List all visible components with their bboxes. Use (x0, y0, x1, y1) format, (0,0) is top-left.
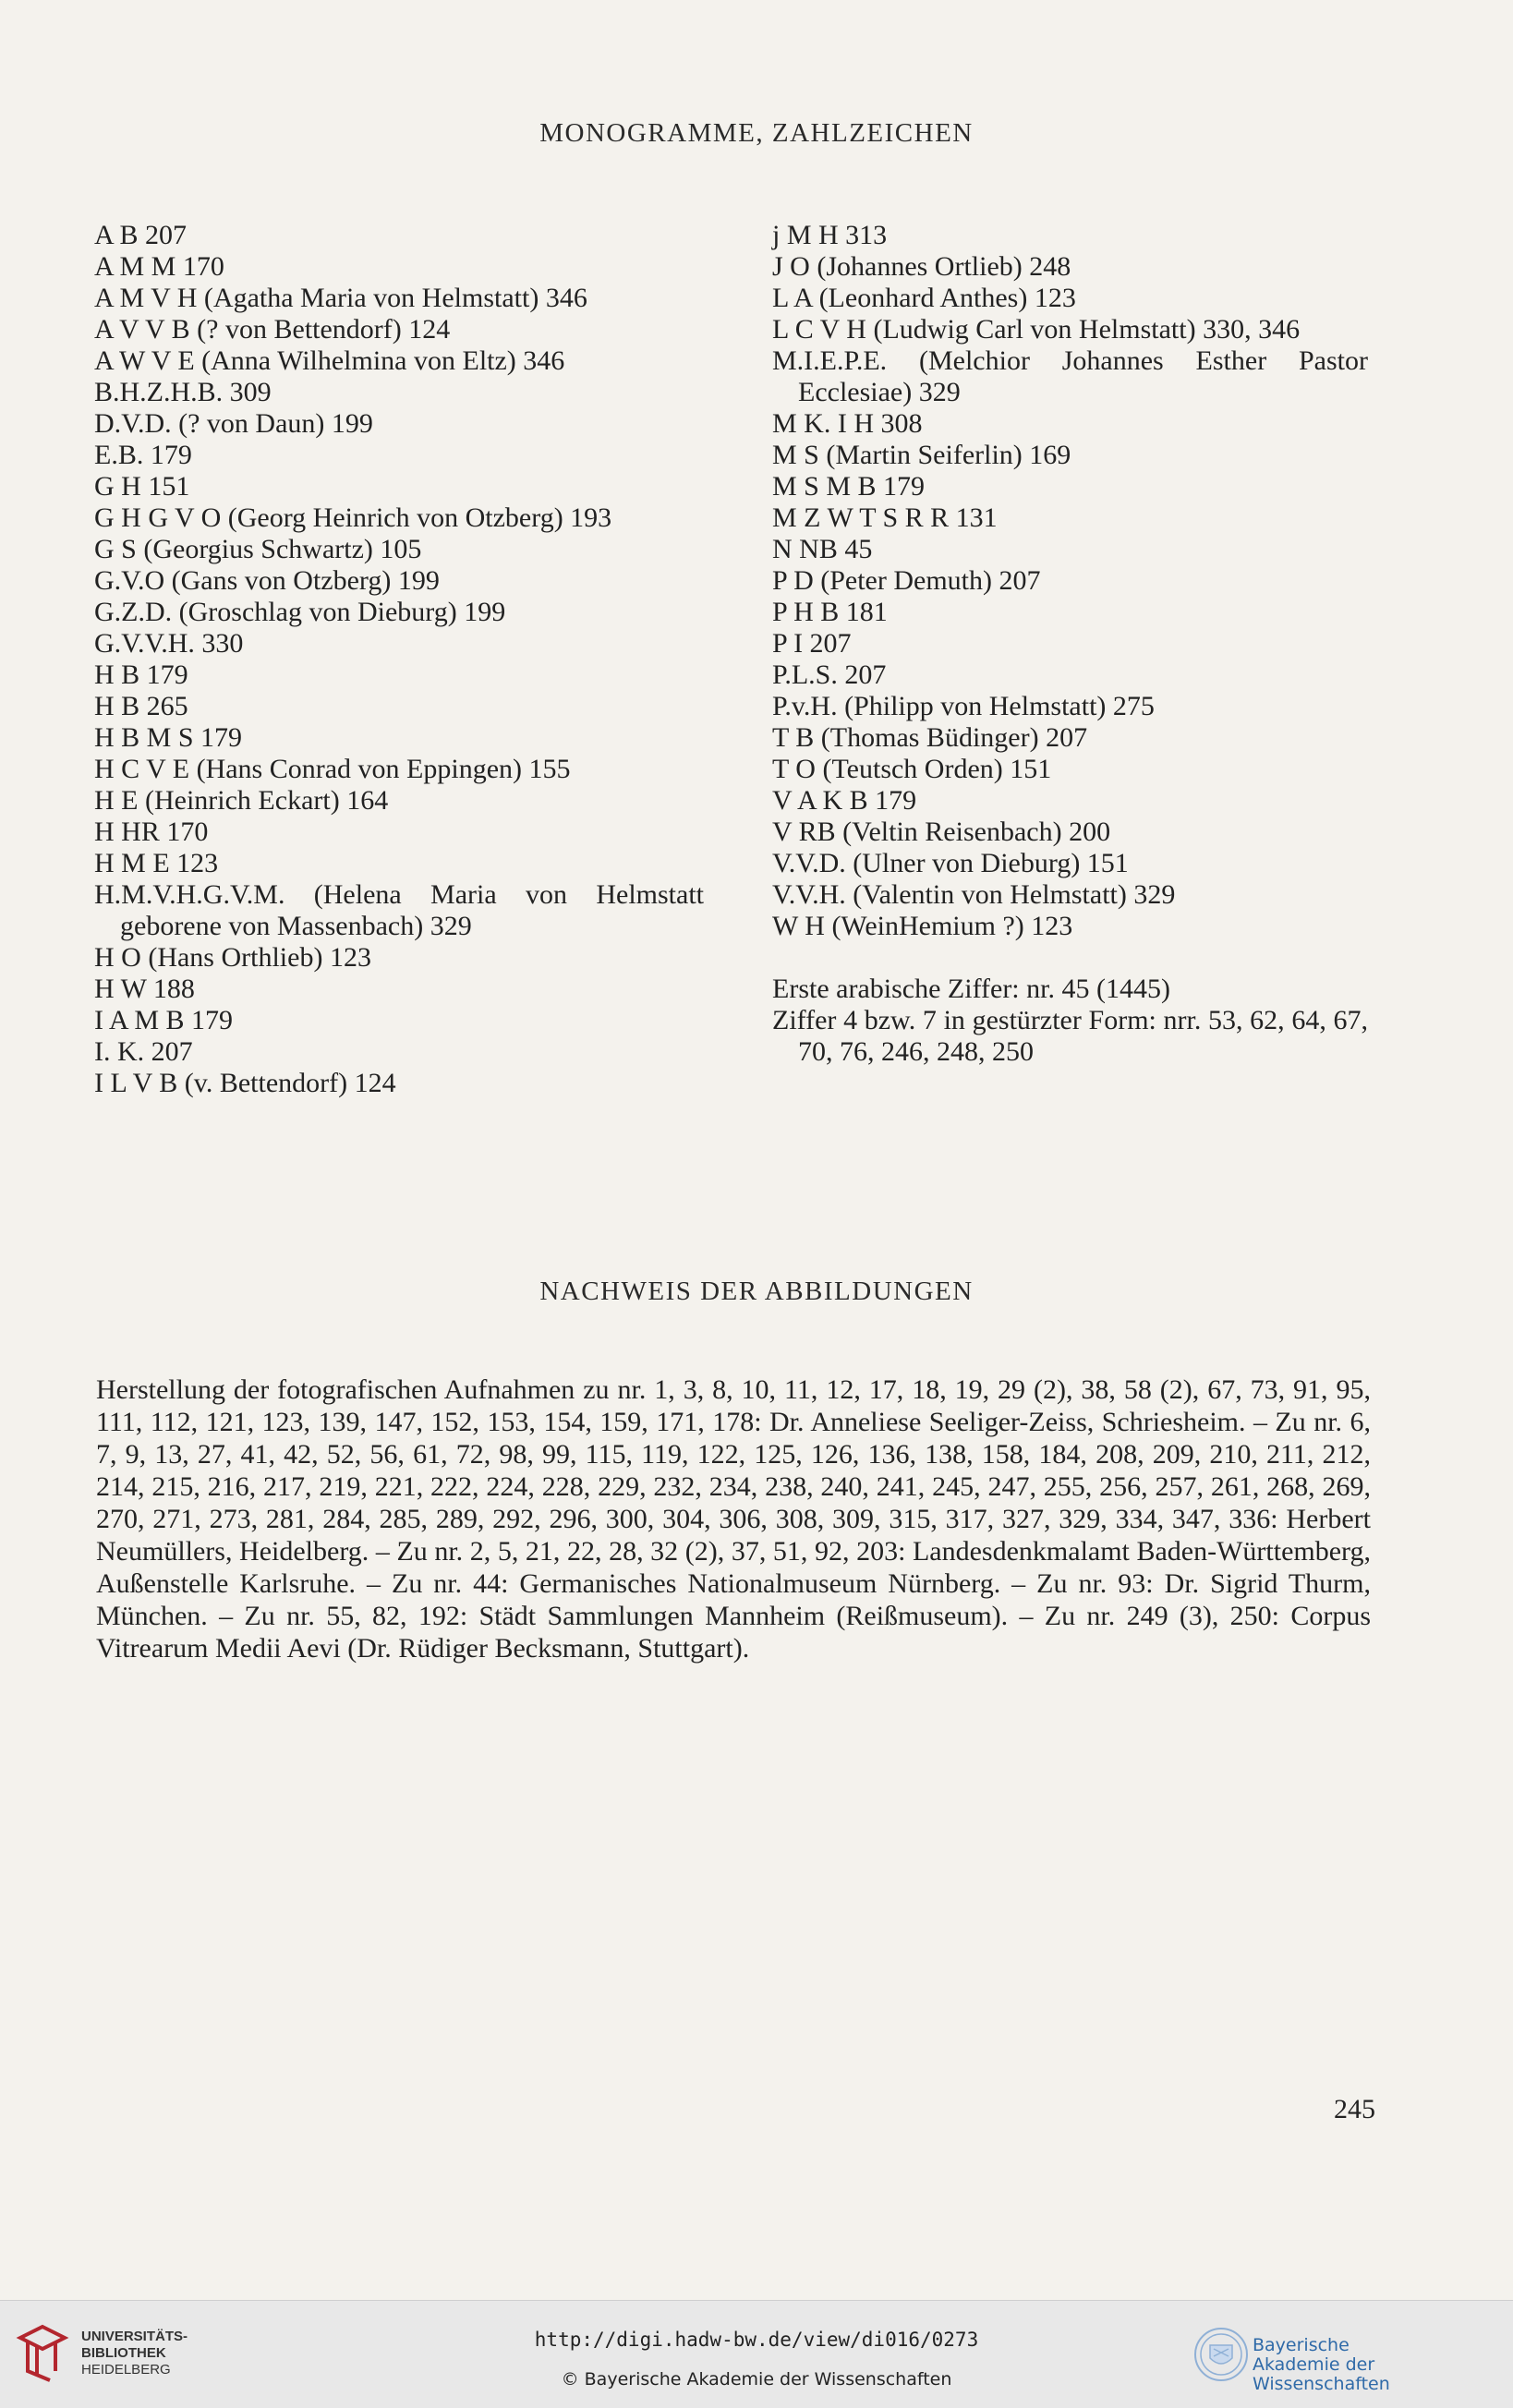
monogram-entry: V RB (Veltin Reisenbach) 200 (772, 817, 1111, 847)
monogram-list-left (94, 220, 704, 1099)
academy-logo[interactable] (1192, 2325, 1506, 2394)
monogram-entry: W H (WeinHemium ?) 123 (772, 911, 1073, 941)
ziffer-note: Erste arabische Ziffer: nr. 45 (1445) (772, 974, 1170, 1004)
monogram-entry: T O (Teutsch Orden) 151 (772, 754, 1052, 784)
ziffer-note: Ziffer 4 bzw. 7 in gestürzter Form: nrr. 53, 62, 64, 67, 70, 76, 246, 248, 250 (772, 1005, 1368, 1067)
viewer-footer (0, 2300, 1513, 2408)
permalink-url[interactable]: http://digi.hadw-bw.de/view/di016/0273 (534, 2329, 979, 2351)
monogram-entry: H M E 123 (94, 848, 219, 878)
monogram-entry: A B 207 (94, 220, 188, 250)
monogram-entry: I. K. 207 (94, 1036, 193, 1067)
monogram-entry: A M V H (Agatha Maria von Helmstatt) 346 (94, 283, 587, 313)
monogram-entry: V.V.D. (Ulner von Dieburg) 151 (772, 848, 1129, 878)
monogram-entry: E.B. 179 (94, 440, 192, 470)
monogram-entry: G.V.V.H. 330 (94, 628, 244, 659)
monogram-entry: P I 207 (772, 628, 852, 659)
copyright-notice: © Bayerische Akademie der Wissenschaften (561, 2369, 952, 2390)
monogram-entry: M K. I H 308 (772, 408, 923, 439)
monogram-entry: H HR 170 (94, 817, 209, 847)
monogram-entry: V.V.H. (Valentin von Helmstatt) 329 (772, 879, 1176, 910)
monogram-entry: M Z W T S R R 131 (772, 502, 998, 533)
monogram-entry: N NB 45 (772, 534, 873, 564)
monogram-entry: H C V E (Hans Conrad von Eppingen) 155 (94, 754, 571, 784)
library-name-line: HEIDELBERG (81, 2362, 171, 2378)
monogram-entry: I L V B (v. Bettendorf) 124 (94, 1068, 396, 1098)
academy-name-line: Bayerische (1253, 2335, 1350, 2355)
monogram-entry: H B 179 (94, 659, 188, 690)
monogram-entry: H O (Hans Orthlieb) 123 (94, 942, 371, 973)
monogram-entry: H E (Heinrich Eckart) 164 (94, 785, 389, 816)
academy-name-line: Akademie der Wissenschaften (1253, 2354, 1390, 2394)
monogram-entry: P D (Peter Demuth) 207 (772, 565, 1041, 596)
monogram-entry: H B 265 (94, 691, 188, 721)
monogram-entry: P H B 181 (772, 597, 888, 627)
monogram-entry: H W 188 (94, 974, 195, 1004)
monogram-entry: L C V H (Ludwig Carl von Helmstatt) 330, 346 (772, 314, 1301, 345)
page-number: 245 (1334, 2094, 1375, 2124)
nachweis-paragraph: Herstellung der fotografischen Aufnahmen zu nr. 1, 3, 8, 10, 11, 12, 17, 18, 19, 29 (2), 38, 58 (2), 67, 73, 91, 95, 111, 112, 121, 123, 139, 147, 152, 153, 154, 159, 171, 178: Dr. Anneliese Seeliger-Zeiss, Schriesheim. – Zu nr. 6, 7, 9, 13, 27, 41, 42, 52, 56, 61, 72, 98, 99, 115, 119, 122, 125, 126, 136, 138, 158, 184, 208, 209, 210, 211, 212, 214, 215, 216, 217, 219, 221, 222, 224, 228, 229, 232, 234, 238, 240, 241, 245, 247, 255, 256, 257, 261, 268, 269, 270, 271, 273, 281, 284, 285, 289, 292, 296, 300, 304, 306, 308, 309, 315, 317, 327, 329, 334, 347, 336: Herbert Neumüllers, Heidelberg. – Zu nr. 2, 5, 21, 22, 28, 32 (2), 37, 51, 92, 203: Landesdenkmalamt Baden-Württemberg, Außenstelle Karlsruhe. – Zu nr. 44: Germanisches Nationalmuseum Nürnberg. – Zu nr. 93: Dr. Sigrid Thurm, München. – Zu nr. 55, 82, 192: Städt Sammlungen Mannheim (Reißmuseum). – Zu nr. 249 (3), 250: Corpus Vitrearum Medii Aevi (Dr. Rüdiger Becksmann, Stuttgart). (96, 1374, 1371, 1664)
heading-nachweis: NACHWEIS DER ABBILDUNGEN (539, 1277, 974, 1306)
library-name-line: BIBLIOTHEK (81, 2345, 166, 2361)
monogram-entry: M S (Martin Seiferlin) 169 (772, 440, 1071, 470)
monogram-entry: A W V E (Anna Wilhelmina von Eltz) 346 (94, 345, 565, 376)
monogram-entry: V A K B 179 (772, 785, 917, 816)
monogram-entry: J O (Johannes Ortlieb) 248 (772, 251, 1071, 282)
monogram-list-right (772, 220, 1368, 1068)
monogram-entry: D.V.D. (? von Daun) 199 (94, 408, 373, 439)
library-name-line: UNIVERSITÄTS- (81, 2329, 188, 2344)
monogram-entry: H B M S 179 (94, 722, 243, 753)
monogram-entry: A V V B (? von Bettendorf) 124 (94, 314, 451, 345)
academy-seal-icon (1192, 2325, 1251, 2384)
monogram-entry: P.L.S. 207 (772, 659, 887, 690)
monogram-entry: P.v.H. (Philipp von Helmstatt) 275 (772, 691, 1155, 721)
academy-name (1253, 2336, 1506, 2394)
monogram-entry: M S M B 179 (772, 471, 926, 502)
heading-monogramme: MONOGRAMME, ZAHLZEICHEN (539, 118, 974, 148)
monogram-entry: T B (Thomas Büdinger) 207 (772, 722, 1088, 753)
monogram-entry: G.V.O (Gans von Otzberg) 199 (94, 565, 440, 596)
monogram-entry: L A (Leonhard Anthes) 123 (772, 283, 1076, 313)
monogram-entry: B.H.Z.H.B. 309 (94, 377, 272, 407)
monogram-entry: G.Z.D. (Groschlag von Dieburg) 199 (94, 597, 506, 627)
monogram-entry: j M H 313 (772, 220, 888, 250)
monogram-entry: G S (Georgius Schwartz) 105 (94, 534, 422, 564)
monogram-entry: A M M 170 (94, 251, 224, 282)
monogram-entry: H.M.V.H.G.V.M. (Helena Maria von Helmstatt geborene von Massenbach) 329 (94, 879, 704, 941)
monogram-entry: G H G V O (Georg Heinrich von Otzberg) 193 (94, 502, 612, 533)
monogram-entry: M.I.E.P.E. (Melchior Johannes Esther Pastor Ecclesiae) 329 (772, 345, 1368, 407)
monogram-entry: G H 151 (94, 471, 190, 502)
monogram-entry: I A M B 179 (94, 1005, 234, 1035)
